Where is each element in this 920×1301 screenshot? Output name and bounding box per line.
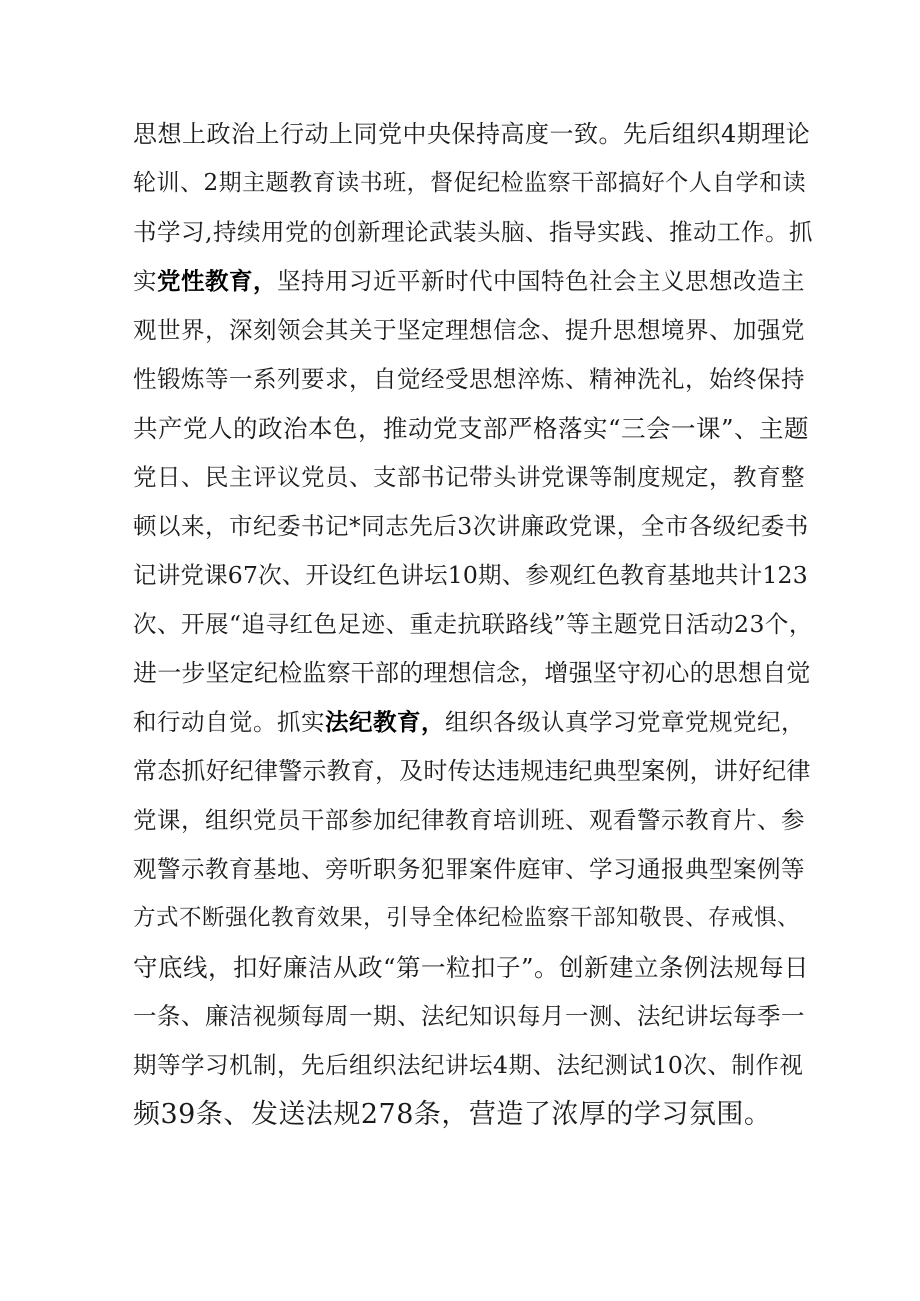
text-line: 一条、廉洁视频每周一期、法纪知识每月一测、法纪讲坛每季一 (133, 1002, 805, 1030)
text-line: 性锻炼等一系列要求，自觉经受思想淬炼、精神洗礼，始终保持 (133, 365, 805, 393)
body-paragraph (133, 110, 813, 1139)
text-line: 守底线，扣好廉洁从政“第一粒扣子”。创新建立条例法规每日 (133, 953, 810, 982)
text-line: 观警示教育基地、旁听职务犯罪案件庭审、学习通报典型案例等 (133, 855, 805, 883)
text-run: 和行动自觉。抓实 (133, 708, 325, 736)
text-line: 进一步坚定纪检监察干部的理想信念，增强坚守初心的思想自觉 (133, 659, 811, 687)
text-run: 组织各级认真学习党章党规党纪， (445, 708, 805, 736)
text-line (133, 698, 813, 747)
text-line (133, 257, 813, 306)
text-run: 坚持用习近平新时代中国特色社会主义思想改造主 (277, 267, 805, 295)
bold-heading-party-spirit-education: 党性教育， (157, 267, 277, 295)
text-line: 记讲党课67次、开设红色讲坛10期、参观红色教育基地共计123 (133, 561, 808, 589)
text-line: 期等学习机制，先后组织法纪讲坛4期、法纪测试10次、制作视 (133, 1051, 804, 1079)
text-line: 轮训、2期主题教育读书班，督促纪检监察干部搞好个人自学和读 (133, 170, 807, 196)
text-line: 顿以来，市纪委书记*同志先后3次讲廉政党课，全市各级纪委书 (133, 512, 809, 540)
text-line: 书学习,持续用党的创新理论武装头脑、指导实践、推动工作。抓 (133, 218, 813, 246)
text-line: 频39条、发送法规278条，营造了浓厚的学习氛围。 (133, 1099, 772, 1130)
text-line: 常态抓好纪律警示教育，及时传达违规违纪典型案例，讲好纪律 (133, 757, 811, 785)
text-line: 方式不断强化教育效果，引导全体纪检监察干部知敬畏、存戒惧、 (133, 905, 801, 931)
text-line: 党课，组织党员干部参加纪律教育培训班、观看警示教育片、参 (133, 806, 805, 834)
text-line: 观世界，深刻领会其关于坚定理想信念、提升思想境界、加强党 (133, 316, 805, 344)
text-run: 实 (133, 267, 157, 295)
text-line: 共产党人的政治本色，推动党支部严格落实“三会一课”、主题 (133, 414, 810, 443)
text-line: 思想上政治上行动上同党中央保持高度一致。先后组织4期理论 (133, 120, 811, 148)
bold-heading-law-discipline-education: 法纪教育， (325, 708, 445, 736)
text-line: 党日、民主评议党员、支部书记带头讲党课等制度规定，教育整 (133, 463, 805, 491)
text-line: 次、开展“追寻红色足迹、重走抗联路线”等主题党日活动23个， (133, 610, 813, 638)
